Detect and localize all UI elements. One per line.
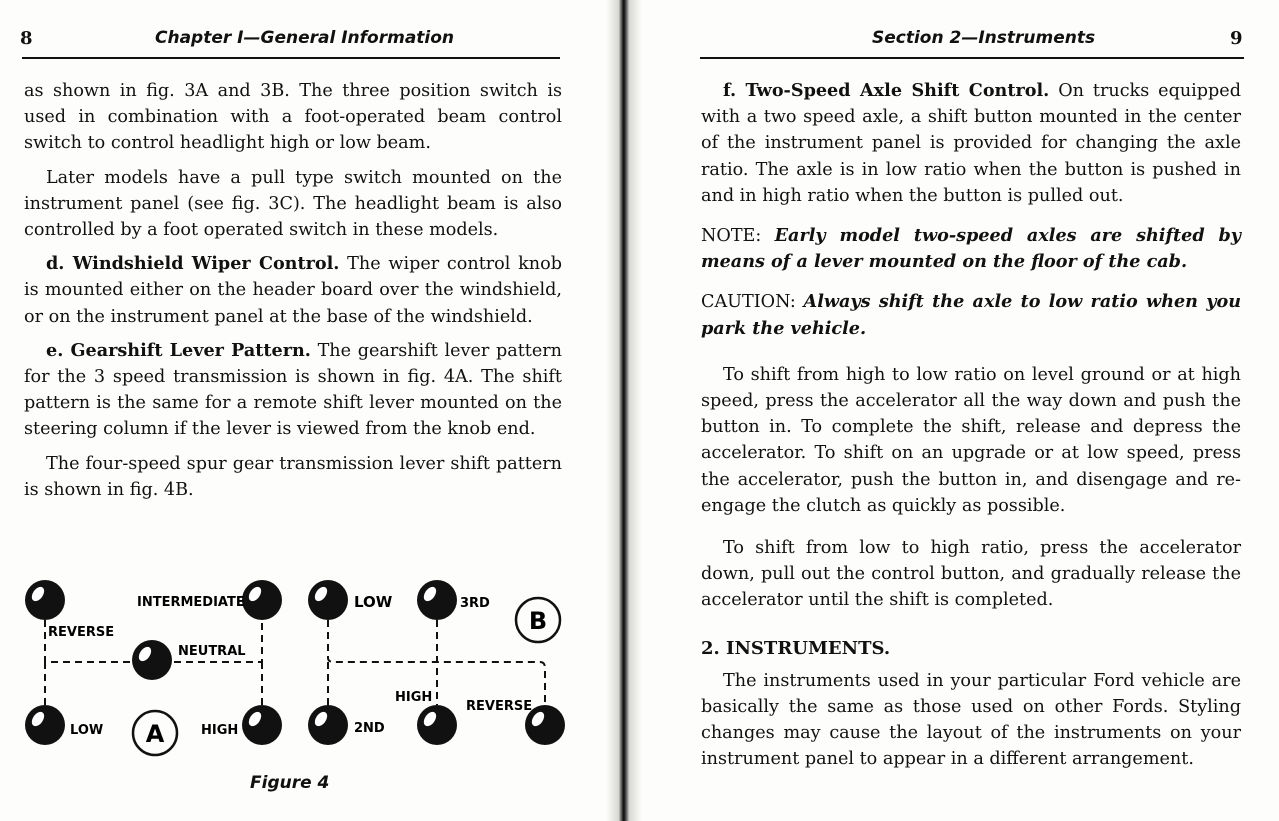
note-paragraph xyxy=(701,223,1241,275)
paragraph-headlight: as shown in fig. 3A and 3B. The three position switch is used in combination with a foot-operated beam control switch to control headlight high or low beam. xyxy=(24,81,562,154)
axle-shift-body: On trucks equipped with a two speed axle, a shift button mounted in the center of the instrument panel is provided for changing the axle ratio. The axle is in low ratio when the button is pushed in and in high ratio when the button is pulled out. xyxy=(701,81,1241,206)
label-low-b: LOW xyxy=(354,593,393,611)
knob-low xyxy=(25,705,65,745)
knob-high xyxy=(242,705,282,745)
label-2nd: 2ND xyxy=(354,721,385,736)
caution-text: Always shift the axle to low ratio when you park the vehicle. xyxy=(701,291,1241,339)
page-number-left: 8 xyxy=(20,28,33,49)
chapter-header: Chapter I—General Information xyxy=(155,28,455,48)
paragraph-instruments: The instruments used in your particular Ford vehicle are basically the same as those used on other Fords. Styling changes may cause the layout of the instruments on your instrument panel to appear in a different arrangement. xyxy=(701,670,1241,770)
label-intermediate: INTERMEDIATE xyxy=(137,595,245,610)
knob-high-b xyxy=(417,705,457,745)
paragraph-later-models: Later models have a pull type switch mounted on the instrument panel (see fig. 3C). The headlight beam is also controlled by a foot operated switch in these models. xyxy=(24,167,562,241)
left-page xyxy=(0,0,610,821)
figure-a-letter: A xyxy=(145,720,165,748)
label-3rd: 3RD xyxy=(460,596,490,611)
gearshift-heading: e. Gearshift Lever Pattern. xyxy=(46,339,311,361)
note-label: NOTE: xyxy=(701,226,775,247)
knob-intermediate xyxy=(242,580,282,620)
label-reverse-a: REVERSE xyxy=(48,625,115,640)
knob-low-b xyxy=(308,580,348,620)
caution-label: CAUTION: xyxy=(701,292,804,313)
note-text: Early model two-speed axles are shifted by means of a lever mounted on the floor of the cab. xyxy=(701,225,1242,273)
figure-b-letter: B xyxy=(528,607,548,635)
paragraph-axle-shift xyxy=(701,78,1241,209)
label-reverse-b: REVERSE xyxy=(466,699,533,714)
label-neutral: NEUTRAL xyxy=(178,644,246,659)
right-page xyxy=(640,0,1279,821)
paragraph-low-to-high: To shift from low to high ratio, press the accelerator down, pull out the control button, and gradually release the accelerator until the shift is completed. xyxy=(701,538,1241,611)
instruments-heading: 2. INSTRUMENTS. xyxy=(701,637,891,659)
label-high-a: HIGH xyxy=(201,723,239,738)
gearshift-body: The gearshift lever pattern for the 3 speed transmission is shown in fig. 4A. The shift pattern is the same for a remote shift lever mounted on the steering column if the lever is viewed from the knob end. xyxy=(24,340,563,440)
knob-2nd xyxy=(308,705,348,745)
wiper-heading: d. Windshield Wiper Control. xyxy=(46,253,340,275)
knob-reverse xyxy=(25,580,65,620)
header-rule-right xyxy=(700,57,1244,59)
paragraph-gearshift xyxy=(24,338,562,443)
page-number-right: 9 xyxy=(1230,28,1243,49)
label-low-a: LOW xyxy=(70,723,104,738)
paragraph-high-to-low: To shift from high to low ratio on level ground or at high speed, press the accelerator all the way down and push the button in. To complete the shift, release and depress the accelerator. To shift on an upgrade or at low speed, press the accelerator, push the button in, and disengage and re-engage the clutch as quickly as possible. xyxy=(701,364,1241,516)
right-body-text xyxy=(701,78,1241,781)
shift-pattern-figure xyxy=(0,570,606,770)
paragraph-four-speed: The four-speed spur gear transmission lever shift pattern is shown in fig. 4B. xyxy=(24,453,562,500)
left-body-text xyxy=(24,78,562,511)
label-high-b: HIGH xyxy=(395,690,433,705)
book-gutter xyxy=(606,0,642,821)
axle-shift-heading: f. Two-Speed Axle Shift Control. xyxy=(723,80,1050,101)
caution-paragraph xyxy=(701,289,1241,341)
knob-neutral xyxy=(132,640,172,680)
wiper-body: The wiper control knob is mounted either on the header board over the windshield, or on the instrument panel at the base of the windshield. xyxy=(24,254,562,327)
section-header: Section 2—Instruments xyxy=(872,28,1096,48)
header-rule-left xyxy=(22,57,560,59)
knob-3rd xyxy=(417,580,457,620)
figure-b-shift-paths xyxy=(328,620,545,705)
figure-caption: Figure 4 xyxy=(250,773,330,793)
paragraph-wiper xyxy=(24,251,562,330)
